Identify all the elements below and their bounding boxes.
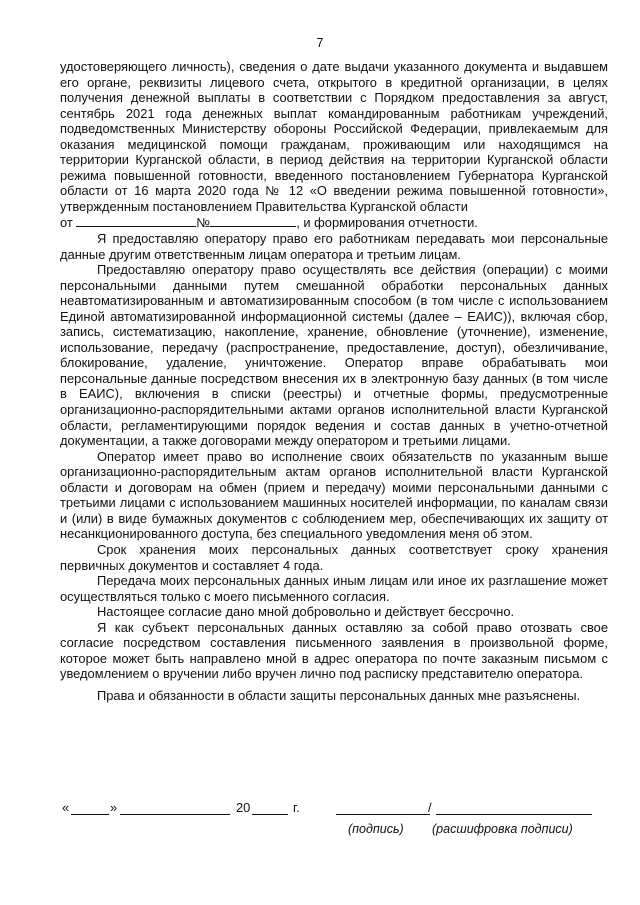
page-number: 7 xyxy=(316,36,324,50)
paragraph-1-ending: , и формирования отчетности. xyxy=(296,215,478,231)
quote-open: « xyxy=(62,800,70,815)
quote-close: » xyxy=(110,800,118,815)
year-blank[interactable] xyxy=(252,800,288,815)
year-prefix: 20 xyxy=(236,800,251,815)
paragraph-6: Передача моих персональных данных иным лицам или иное их разглашение может осуществляться только с моего письменного согласия. xyxy=(60,573,608,604)
date-blank[interactable] xyxy=(76,214,196,227)
paragraph-8: Я как субъект персональных данных оставляю за собой право отозвать свое согласие посредством составления письменного заявления в произвольной форме, которое может быть направлено мной в адрес оператора по почте заказным письмом с уведомлением о вручении либо вручен лично под расписку представителю оператора. xyxy=(60,619,608,682)
paragraph-9: Права и обязанности в области защиты персональных данных мне разъяснены. xyxy=(97,687,581,703)
signature-blank[interactable] xyxy=(336,800,430,815)
slash: / xyxy=(428,800,432,815)
transcript-caption: (расшифровка подписи) xyxy=(432,822,573,836)
paragraph-5: Срок хранения моих персональных данных соответствует сроку хранения первичных документов и составляет 4 года. xyxy=(60,541,608,573)
day-blank[interactable] xyxy=(71,800,109,815)
number-blank[interactable] xyxy=(210,214,296,227)
document-body xyxy=(60,59,608,703)
month-blank[interactable] xyxy=(120,800,230,815)
signature-transcript-blank[interactable] xyxy=(436,800,592,815)
paragraph-1 xyxy=(60,59,608,231)
paragraph-7: Настоящее согласие дано мной добровольно и действует бессрочно. xyxy=(97,604,515,620)
paragraph-2: Я предоставляю оператору право его работникам передавать мои персональные данные другим ответственным лицам оператора и третьим лицам. xyxy=(60,231,608,262)
signature-caption: (подпись) xyxy=(348,822,404,836)
paragraph-1-number-label: № xyxy=(196,215,211,231)
paragraph-1-text: удостоверяющего личность), сведения о дате выдачи указанного документа и выдавшем его органе, реквизиты лицевого счета, открытого в кредитной организации, в целях получения денежной выплаты в соответствии с Порядком предоставления за август, сентябрь 2021 года денежных выплат командированным работникам учреждений, подведомственных Министерству обороны Российской Федерации, привлекаемым для оказания медицинской помощи гражданам, проживающим или находящимся на территории Курганской области, в период действия на территории Курганской области режима повышенной готовности, введенного постановлением Губернатора Курганской области от 16 марта 2020 года № 12 «О введении режима повышенной готовности», утвержденным постановлением Правительства Курганской области xyxy=(60,59,608,214)
year-suffix: г. xyxy=(293,800,300,815)
signature-row xyxy=(60,800,608,820)
paragraph-4: Оператор имеет право во исполнение своих обязательств по указанным выше организационно-распорядительным актам органов исполнительной власти Курганской области и договорам на обмен (прием и передачу) моими персональными данными с третьими лицами с использованием машинных носителей информации, по каналам связи и (или) в виде бумажных документов с соблюдением мер, обеспечивающих их защиту от несанкционированного доступа, без специального уведомления меня об этом. xyxy=(60,448,608,542)
paragraph-3: Предоставляю оператору право осуществлять все действия (операции) с моими персональными данными путем смешанной обработки персональных данных неавтоматизированным и автоматизированным способом (в том числе с использованием Единой автоматизированной информационной системы (далее – ЕАИС)), включая сбор, запись, систематизацию, накопление, хранение, обновление (уточнение), изменение, использование, передачу (распространение, предоставление, доступ), обезличивание, блокирование, удаление, уничтожение. Оператор вправе обрабатывать мои персональные данные посредством внесения их в электронную базу данных (в том числе в ЕАИС), включения в списки (реестры) и отчетные формы, предусмотренные организационно-распорядительными актами органов исполнительной власти Курганской области, регламентирующими порядок ведения и состав данных в учетно-отчетной документации, а также договорами между оператором и третьими лицами. xyxy=(60,262,608,449)
paragraph-1-from-label: от xyxy=(60,215,73,231)
